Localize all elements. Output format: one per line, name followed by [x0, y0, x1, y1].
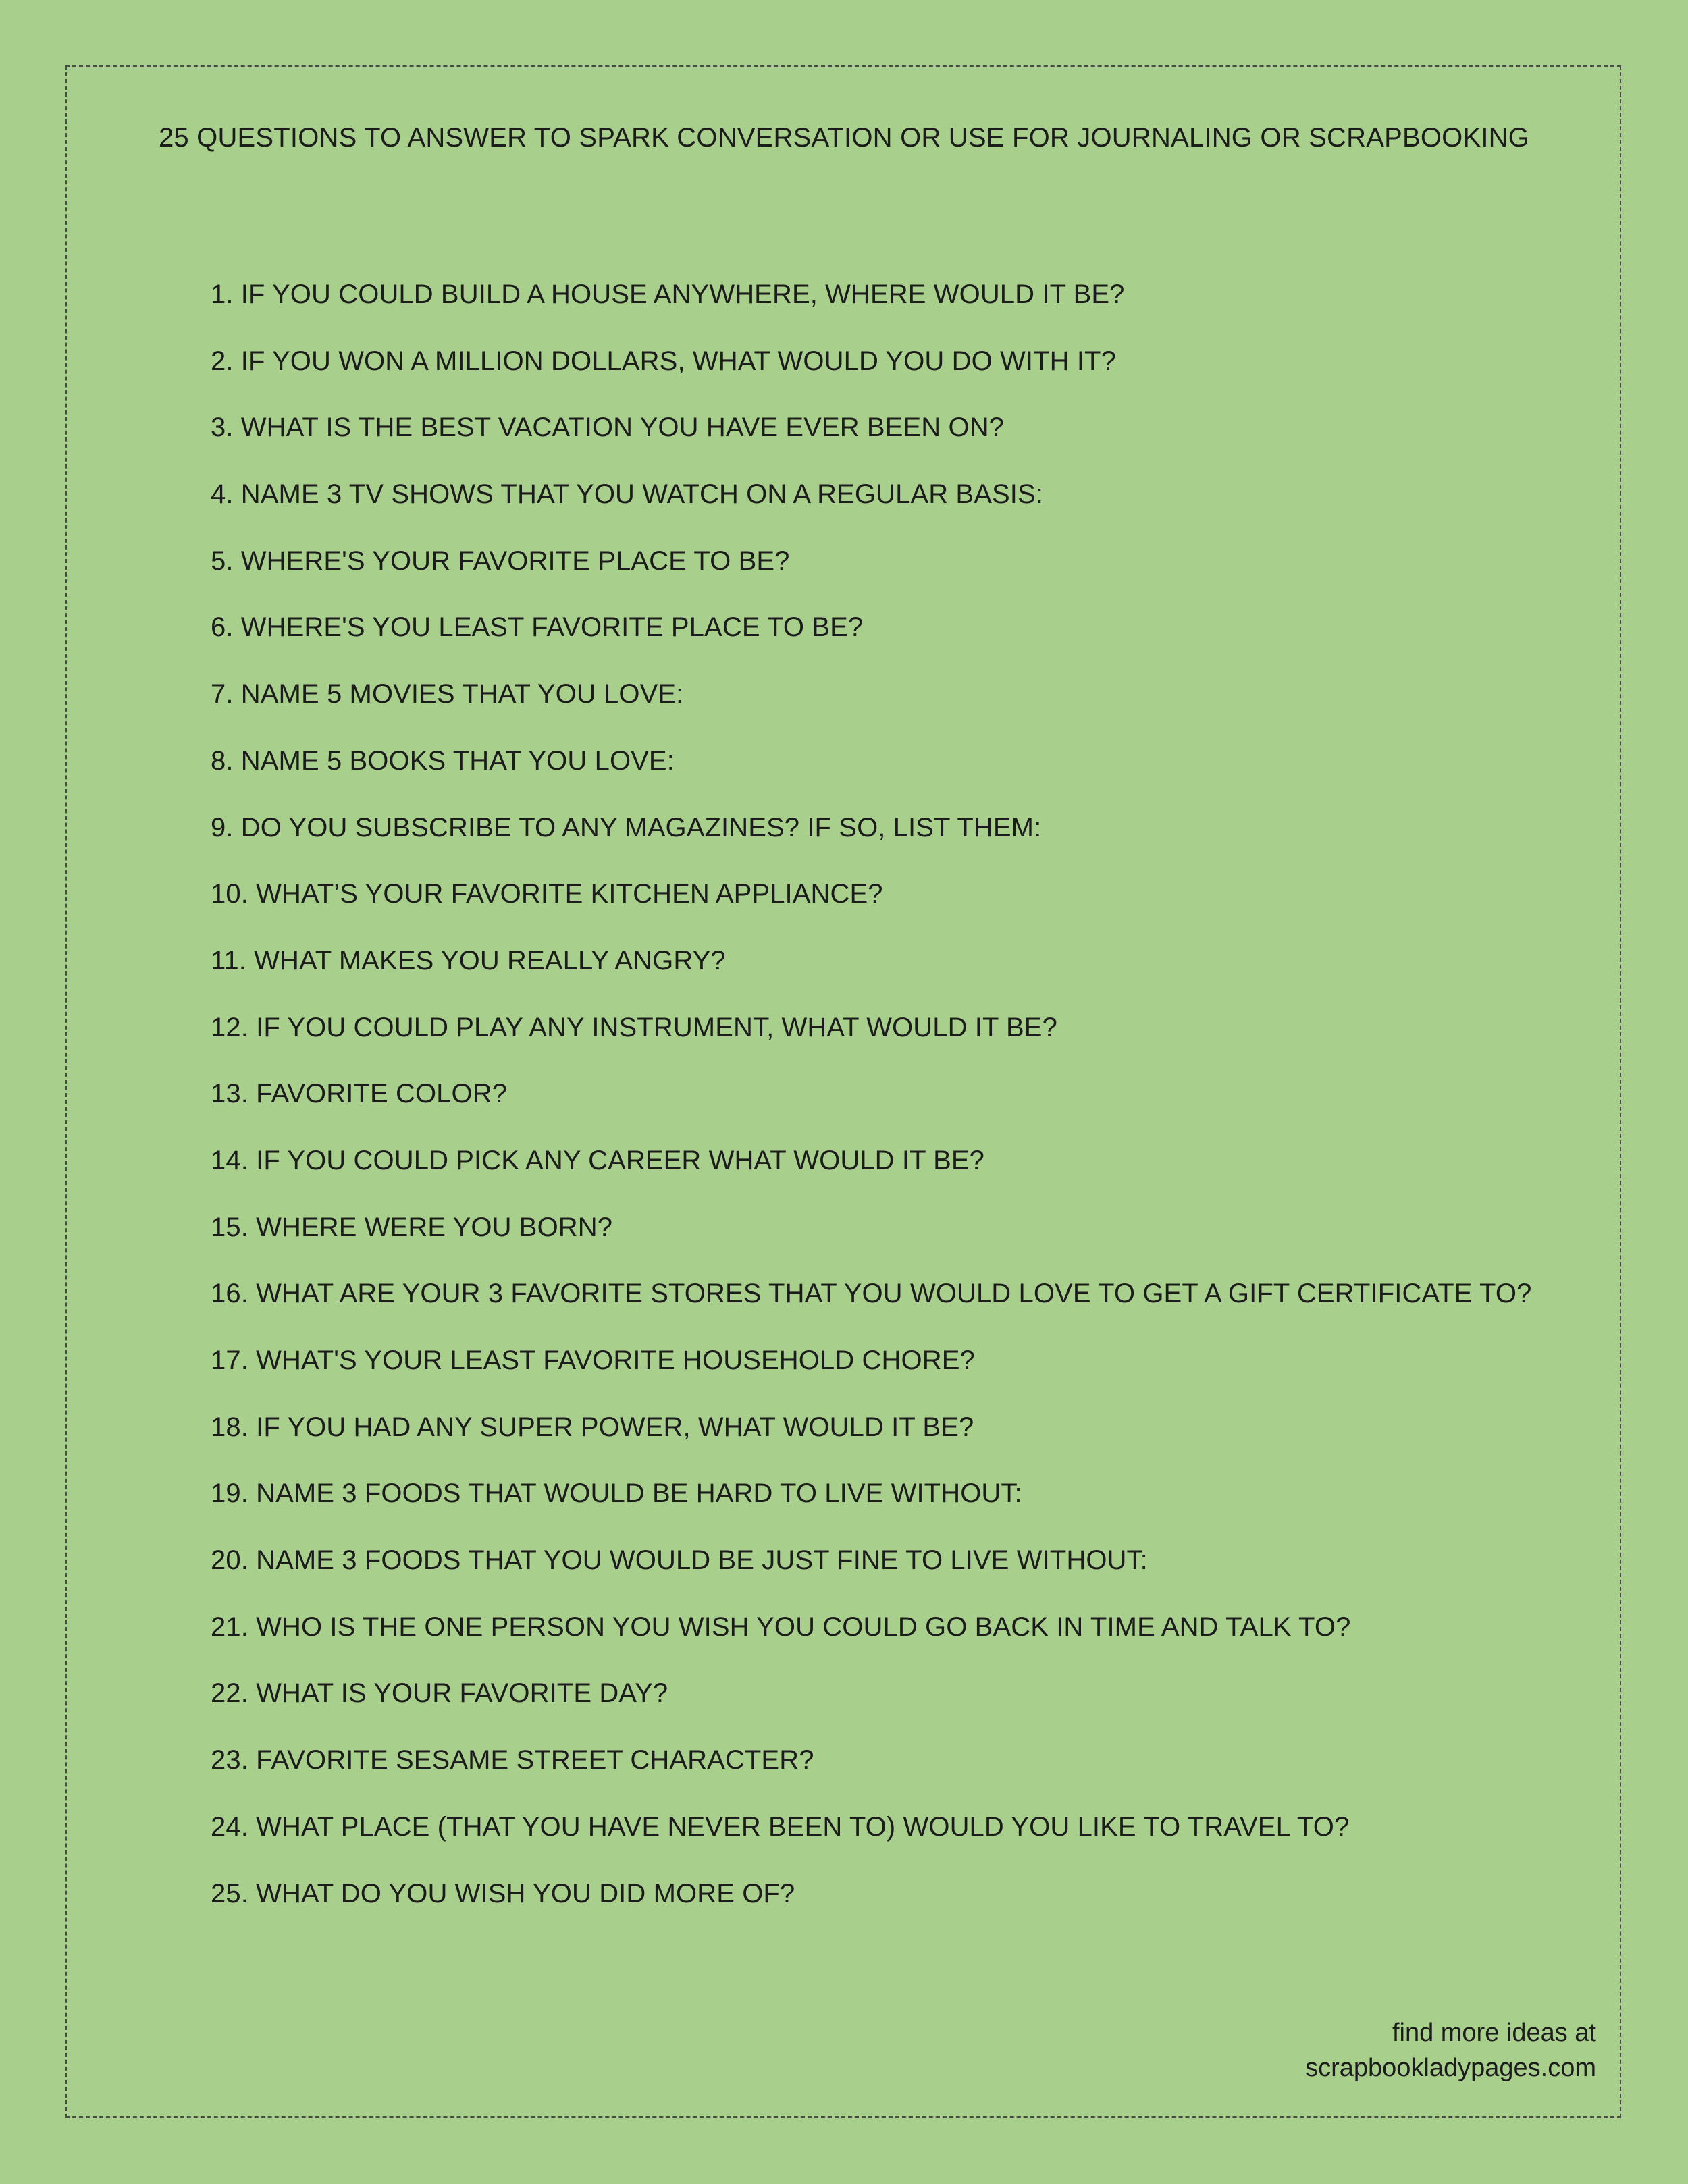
question-item: 2. IF YOU WON A MILLION DOLLARS, WHAT WOULD YOU DO WITH IT?: [211, 346, 1116, 376]
question-item: 24. WHAT PLACE (THAT YOU HAVE NEVER BEEN TO) WOULD YOU LIKE TO TRAVEL TO?: [211, 1811, 1350, 1842]
footer-credit: [1305, 2015, 1596, 2085]
question-item: 16. WHAT ARE YOUR 3 FAVORITE STORES THAT YOU WOULD LOVE TO GET A GIFT CERTIFICATE TO?: [211, 1279, 1532, 1309]
question-item: 17. WHAT'S YOUR LEAST FAVORITE HOUSEHOLD CHORE?: [211, 1346, 975, 1375]
question-item: 20. NAME 3 FOODS THAT YOU WOULD BE JUST FINE TO LIVE WITHOUT:: [211, 1545, 1148, 1576]
question-item: 1. IF YOU COULD BUILD A HOUSE ANYWHERE, WHERE WOULD IT BE?: [211, 279, 1125, 309]
question-item: 23. FAVORITE SESAME STREET CHARACTER?: [211, 1745, 814, 1776]
footer-website: scrapbookladypages.com: [1305, 2054, 1596, 2082]
question-list: [211, 274, 1531, 1940]
question-item: 22. WHAT IS YOUR FAVORITE DAY?: [211, 1678, 668, 1709]
question-item: 6. WHERE'S YOU LEAST FAVORITE PLACE TO BE?: [211, 612, 864, 643]
question-item: 18. IF YOU HAD ANY SUPER POWER, WHAT WOULD IT BE?: [211, 1412, 974, 1442]
question-item: 9. DO YOU SUBSCRIBE TO ANY MAGAZINES? IF SO, LIST THEM:: [211, 812, 1042, 843]
question-item: 7. NAME 5 MOVIES THAT YOU LOVE:: [211, 679, 684, 710]
question-item: 21. WHO IS THE ONE PERSON YOU WISH YOU COULD GO BACK IN TIME AND TALK TO?: [211, 1612, 1351, 1642]
question-item: 11. WHAT MAKES YOU REALLY ANGRY?: [211, 945, 726, 976]
page-title: 25 QUESTIONS TO ANSWER TO SPARK CONVERSATION OR USE FOR JOURNALING OR SCRAPBOOKING: [158, 123, 1530, 153]
question-item: 12. IF YOU COULD PLAY ANY INSTRUMENT, WHAT WOULD IT BE?: [211, 1012, 1057, 1042]
question-item: 5. WHERE'S YOUR FAVORITE PLACE TO BE?: [211, 545, 790, 576]
question-item: 25. WHAT DO YOU WISH YOU DID MORE OF?: [211, 1878, 795, 1909]
question-item: 15. WHERE WERE YOU BORN?: [211, 1212, 613, 1242]
footer-line-1: find more ideas at: [1392, 2019, 1596, 2047]
question-item: 13. FAVORITE COLOR?: [211, 1079, 508, 1109]
question-item: 19. NAME 3 FOODS THAT WOULD BE HARD TO LIVE WITHOUT:: [211, 1479, 1022, 1509]
question-item: 4. NAME 3 TV SHOWS THAT YOU WATCH ON A REGULAR BASIS:: [211, 479, 1043, 510]
question-item: 3. WHAT IS THE BEST VACATION YOU HAVE EVER BEEN ON?: [211, 412, 1005, 443]
question-item: 14. IF YOU COULD PICK ANY CAREER WHAT WOULD IT BE?: [211, 1145, 985, 1175]
question-item: 10. WHAT’S YOUR FAVORITE KITCHEN APPLIANCE?: [211, 879, 883, 909]
question-item: 8. NAME 5 BOOKS THAT YOU LOVE:: [211, 745, 675, 776]
